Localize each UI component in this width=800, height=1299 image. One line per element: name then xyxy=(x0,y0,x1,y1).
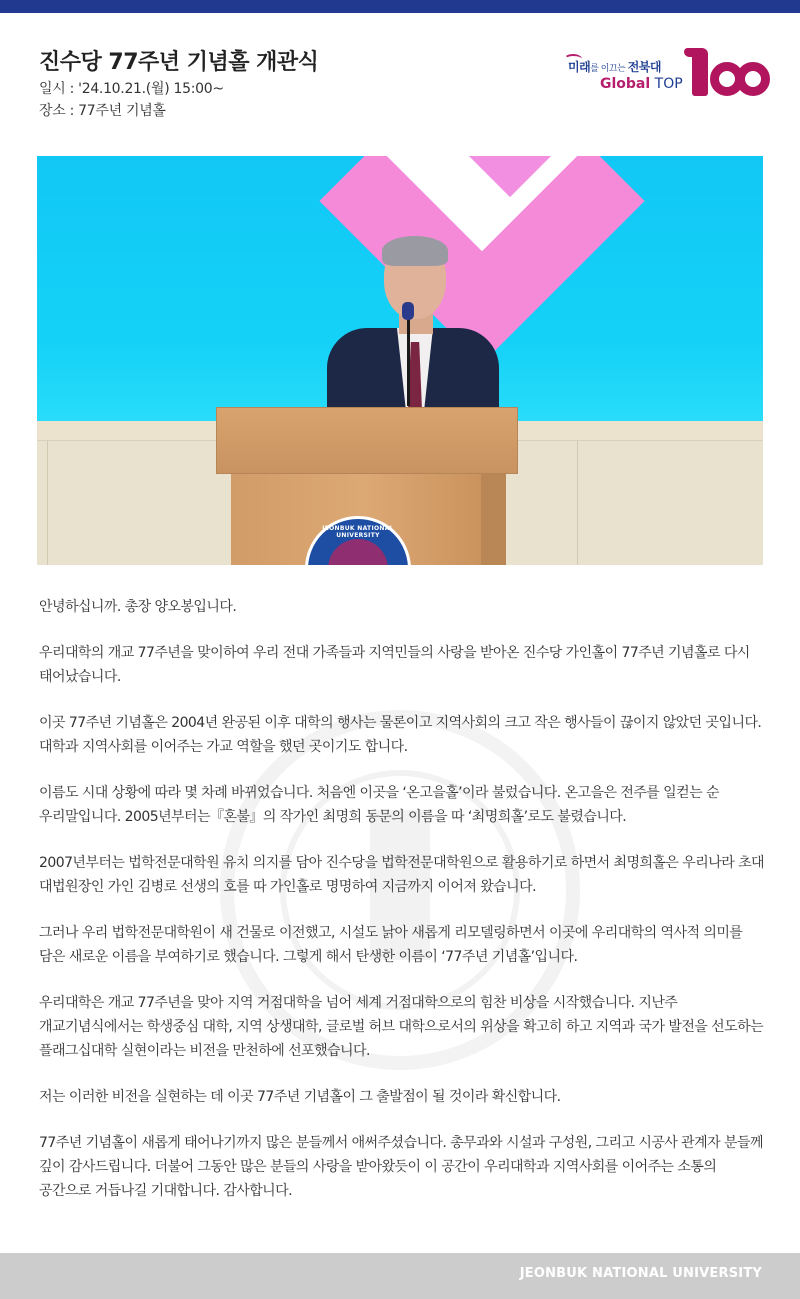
photo-mic-stand xyxy=(407,316,410,406)
logo-global: Global xyxy=(600,76,651,92)
paragraph: 우리대학의 개교 77주년을 맞이하여 우리 전대 가족들과 지역민들의 사랑을 받아온 진수당 가인홀이 77주년 기념홀로 다시 태어났습니다. xyxy=(39,645,750,685)
logo-tagline-main1: 미래 xyxy=(568,60,591,74)
photo-panel-line xyxy=(577,441,578,565)
footer xyxy=(0,1253,800,1299)
logo-digit-0b xyxy=(736,62,770,96)
logo-digit-1 xyxy=(692,48,708,96)
photo-podium-side xyxy=(481,474,506,565)
seal-text: JEONBUK NATIONAL UNIVERSITY xyxy=(322,525,394,539)
paragraph: 저는 이러한 비전을 실현하는 데 이곳 77주년 기념홀이 그 출발점이 될 것이라 확신합니다. xyxy=(39,1089,561,1105)
paragraph: 이름도 시대 상황에 따라 몇 차례 바뀌었습니다. 처음엔 이곳을 ‘온고을홀’이라 불렀습니다. 온고을은 전주를 일컫는 순 우리말입니다. 2005년부터는『혼불』의 작가인 최명희 동문의 이름을 따 ‘최명희홀’로도 불렸습니다. xyxy=(39,785,719,825)
header xyxy=(39,48,519,122)
global-top100-logo xyxy=(560,44,770,102)
logo-100-mark-icon xyxy=(692,48,770,98)
logo-tagline-main2: 전북대 xyxy=(627,60,661,74)
logo-tagline-small: 를 이끄는 xyxy=(590,64,628,74)
paragraph: 2007년부터는 법학전문대학원 유치 의지를 담아 진수당을 법학전문대학원으로 활용하기로 하면서 최명희홀은 우리나라 초대 대법원장인 가인 김병로 선생의 호를 따 가인홀로 명명하여 지금까지 이어져 왔습니다. xyxy=(39,855,765,895)
photo-panel-line xyxy=(47,441,48,565)
top-bar xyxy=(0,0,800,13)
paragraph: 우리대학은 개교 77주년을 맞아 지역 거점대학을 넘어 세계 거점대학으로의 힘찬 비상을 시작했습니다. 지난주 개교기념식에서는 학생중심 대학, 지역 상생대학, 글로벌 허브 대학으로서의 위상을 확고히 하고 지역과 국가 발전을 선도하는 플래그십대학 실현이라는 비전을 만천하에 선포했습니다. xyxy=(39,995,764,1059)
microphone-icon xyxy=(402,302,414,320)
paragraph: 77주년 기념홀이 새롭게 태어나기까지 많은 분들께서 애써주셨습니다. 총무과와 시설과 구성원, 그리고 시공사 관계자 분들께 깊이 감사드립니다. 더불어 그동안 많은 분들의 사랑을 받아왔듯이 이 공간이 우리대학과 지역사회를 이어주는 소통의 공간으로 거듭나길 기대합니다. 감사합니다. xyxy=(39,1135,763,1199)
logo-global-top xyxy=(600,76,683,92)
logo-top: TOP xyxy=(650,76,683,92)
logo-tagline xyxy=(568,58,661,75)
page-title: 진수당 77주년 기념홀 개관식 xyxy=(39,50,319,75)
footer-brand: JEONBUK NATIONAL UNIVERSITY xyxy=(519,1266,762,1281)
seal-inner xyxy=(328,539,388,565)
paragraph: 이곳 77주년 기념홀은 2004년 완공된 이후 대학의 행사는 물론이고 지역사회의 크고 작은 행사들이 끊이지 않았던 곳입니다. 대학과 지역사회를 이어주는 가교 역할을 했던 곳이기도 합니다. xyxy=(39,715,762,755)
photo-podium-top xyxy=(216,407,518,474)
event-date: 일시 : '24.10.21.(월) 15:00~ xyxy=(39,81,224,97)
speech-article xyxy=(39,595,765,1225)
logo-arc-icon xyxy=(564,54,582,64)
event-photo xyxy=(37,156,763,565)
paragraph: 안녕하십니까. 총장 양오봉입니다. xyxy=(39,599,237,615)
paragraph: 그러나 우리 법학전문대학원이 새 건물로 이전했고, 시설도 낡아 새롭게 리모델링하면서 이곳에 우리대학의 역사적 의미를 담은 새로운 이름을 부여하기로 했습니다. 그렇게 해서 탄생한 이름이 ‘77주년 기념홀’입니다. xyxy=(39,925,743,965)
photo-speaker-hair xyxy=(382,236,448,266)
event-place: 장소 : 77주년 기념홀 xyxy=(39,103,166,119)
